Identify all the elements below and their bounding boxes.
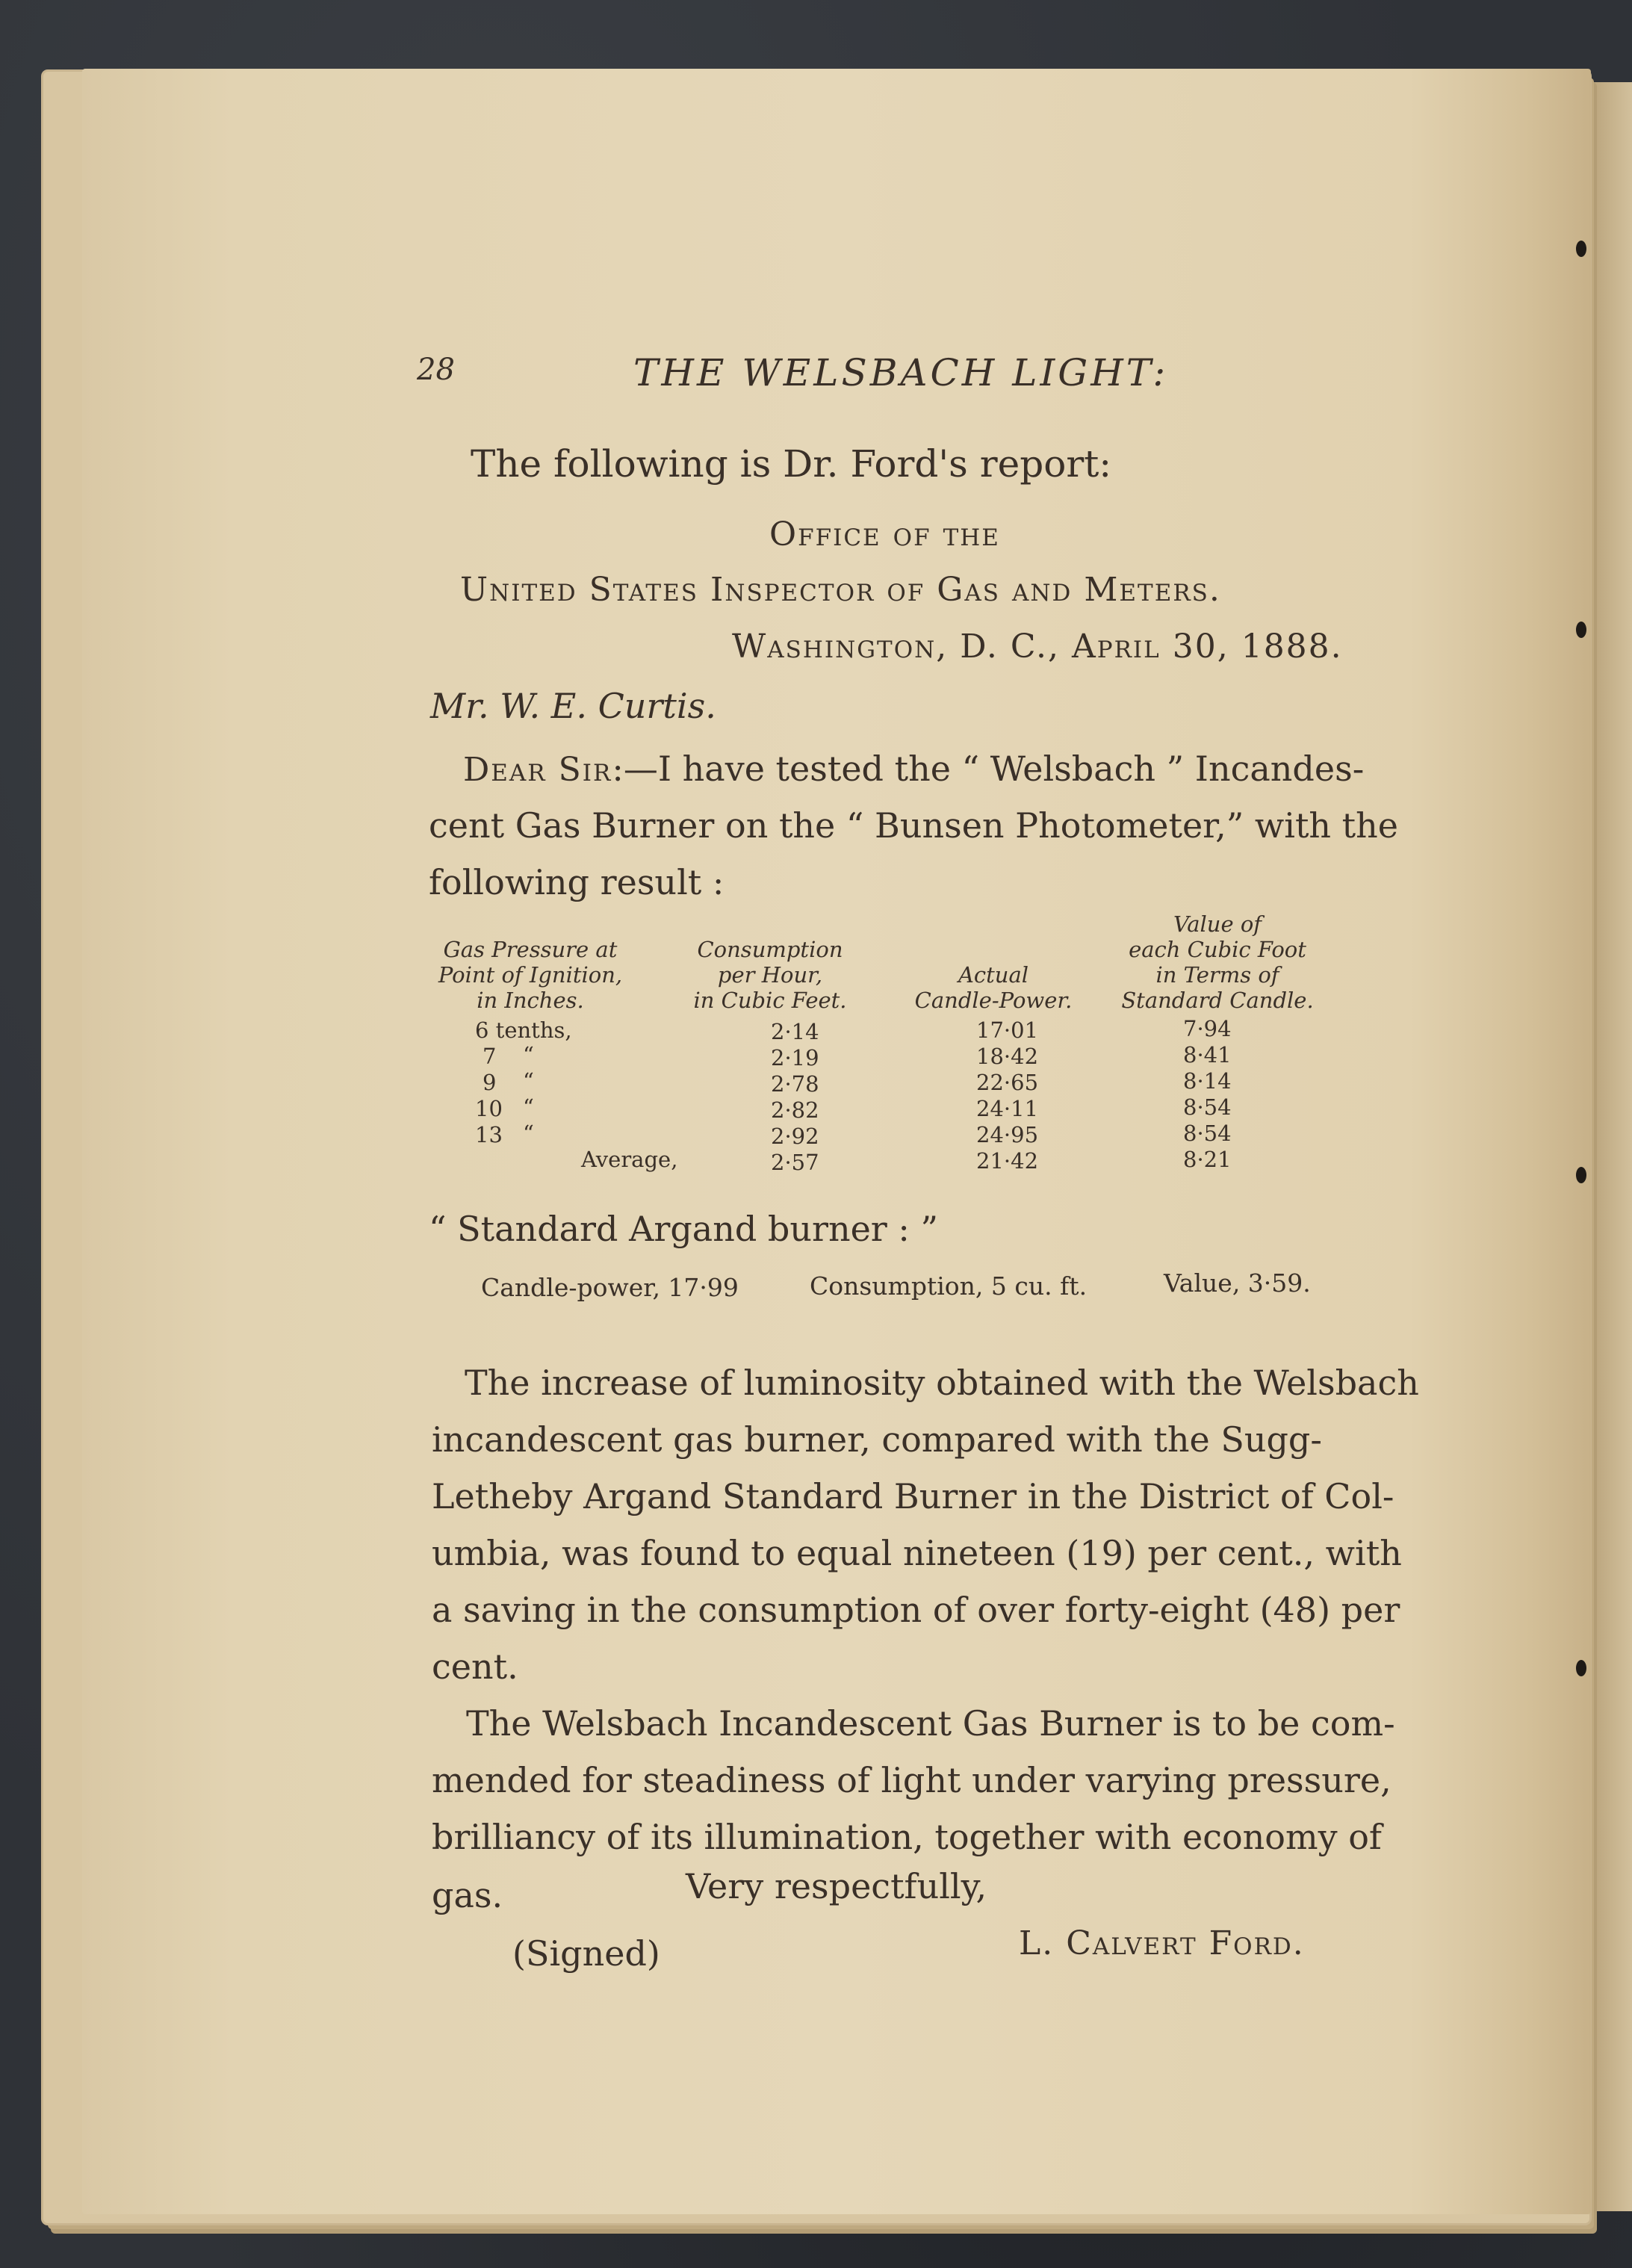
para2-line-5: a saving in the consumption of over forty-eight (48) per [432,1590,1400,1630]
table-average-candle: 21·42 [976,1148,1039,1174]
header-line: per Hour, [717,962,823,988]
table-row-5-candle: 24·95 [976,1122,1039,1147]
table-average-value: 8·21 [1183,1147,1232,1172]
argand-heading: “ Standard Argand burner : ” [429,1209,939,1249]
para2-line-4: umbia, was found to equal nineteen (19) per cent., with [432,1533,1402,1573]
closing-signature: L. Calvert Ford. [1019,1924,1305,1962]
binding-thread-mark [1576,622,1586,638]
table-row-3-ditto: “ [523,1068,534,1094]
table-row-3-consumption: 2·78 [771,1071,819,1097]
running-title: THE WELSBACH LIGHT: [633,351,1169,394]
table-row-3-pressure: 9 [483,1070,497,1095]
header-line: Gas Pressure at [443,937,618,962]
header-line: Actual [958,962,1029,988]
letterhead-line-3: Washington, D. C., April 30, 1888. [732,628,1343,666]
table-row-4-pressure: 10 [475,1096,503,1121]
table-row-3-value: 8·14 [1183,1068,1232,1094]
header-line: Consumption [697,937,843,962]
para3-line-2: mended for steadiness of light under varying pressure, [432,1760,1391,1800]
table-row-4-value: 8·54 [1183,1094,1232,1120]
binding-thread-mark [1576,241,1586,257]
para3-line-3: brilliancy of its illumination, together with economy of [432,1817,1382,1857]
intro-line: The following is Dr. Ford's report: [471,442,1112,486]
para1-line-1 [463,749,1364,789]
table-row-1-consumption: 2·14 [771,1019,819,1044]
table-row-4-ditto: “ [523,1094,534,1120]
closing-signed: (Signed) [512,1933,660,1974]
salutation: Dear Sir [463,751,612,789]
facing-page-edge [1589,82,1632,2211]
closing-gas: gas. [432,1875,503,1915]
header-line: Standard Candle. [1121,988,1314,1013]
para2-line-2: incandescent gas burner, compared with the Sugg- [432,1419,1322,1460]
page-number: 28 [417,353,455,387]
table-header-value [1105,911,1330,1013]
header-line: Value of [1173,911,1262,937]
header-line: in Terms of [1155,962,1279,988]
table-average-consumption: 2·57 [771,1150,819,1175]
binding-thread-mark [1576,1167,1586,1183]
table-average-label: Average, [581,1147,678,1172]
table-row-4-consumption: 2·82 [771,1097,819,1123]
para1-line-3: following result : [429,862,725,902]
header-line: each Cubic Foot [1129,937,1306,962]
para3-line-1: The Welsbach Incandescent Gas Burner is to be com- [466,1703,1395,1744]
table-row-2-pressure: 7 [483,1044,497,1069]
table-row-5-consumption: 2·92 [771,1124,819,1149]
table-row-1-candle: 17·01 [976,1017,1039,1043]
table-row-5-value: 8·54 [1183,1121,1232,1146]
table-header-candle [889,962,1098,1013]
binding-thread-mark [1576,1660,1586,1676]
argand-consumption: Consumption, 5 cu. ft. [810,1271,1088,1301]
header-line: Candle-Power. [914,988,1073,1013]
header-line: Point of Ignition, [438,962,623,988]
table-row-2-ditto: “ [523,1042,534,1068]
table-row-2-consumption: 2·19 [771,1045,819,1071]
book-page [82,69,1591,2214]
table-row-3-candle: 22·65 [976,1070,1039,1095]
para2-line-3: Letheby Argand Standard Burner in the District of Col- [432,1476,1394,1516]
letterhead-line-2: United States Inspector of Gas and Meters. [460,571,1221,609]
para1-line-2: cent Gas Burner on the “ Bunsen Photometer,” with the [429,805,1399,846]
argand-value: Value, 3·59. [1164,1268,1311,1298]
table-row-1-value: 7·94 [1183,1016,1232,1041]
table-row-2-value: 8·41 [1183,1042,1232,1068]
header-line: in Inches. [477,988,584,1013]
table-row-2-candle: 18·42 [976,1044,1039,1069]
addressee: Mr. W. E. Curtis. [430,686,716,726]
table-row-1-pressure: 6 tenths, [475,1017,572,1043]
para1-line-1-rest: :—I have tested the “ Welsbach ” Incandes- [612,749,1365,789]
para2-line-1: The increase of luminosity obtained with the Welsbach [465,1363,1419,1403]
table-header-consumption [662,937,878,1013]
table-row-4-candle: 24·11 [976,1096,1039,1121]
letterhead-line-1: Office of the [769,515,1000,554]
header-line: in Cubic Feet. [693,988,847,1013]
table-row-5-pressure: 13 [475,1122,503,1147]
argand-candle-power: Candle-power, 17·99 [481,1273,739,1302]
closing-respectfully: Very respectfully, [686,1866,987,1906]
para2-line-6: cent. [432,1646,518,1687]
table-row-5-ditto: “ [523,1121,534,1146]
table-header-pressure [418,937,642,1013]
